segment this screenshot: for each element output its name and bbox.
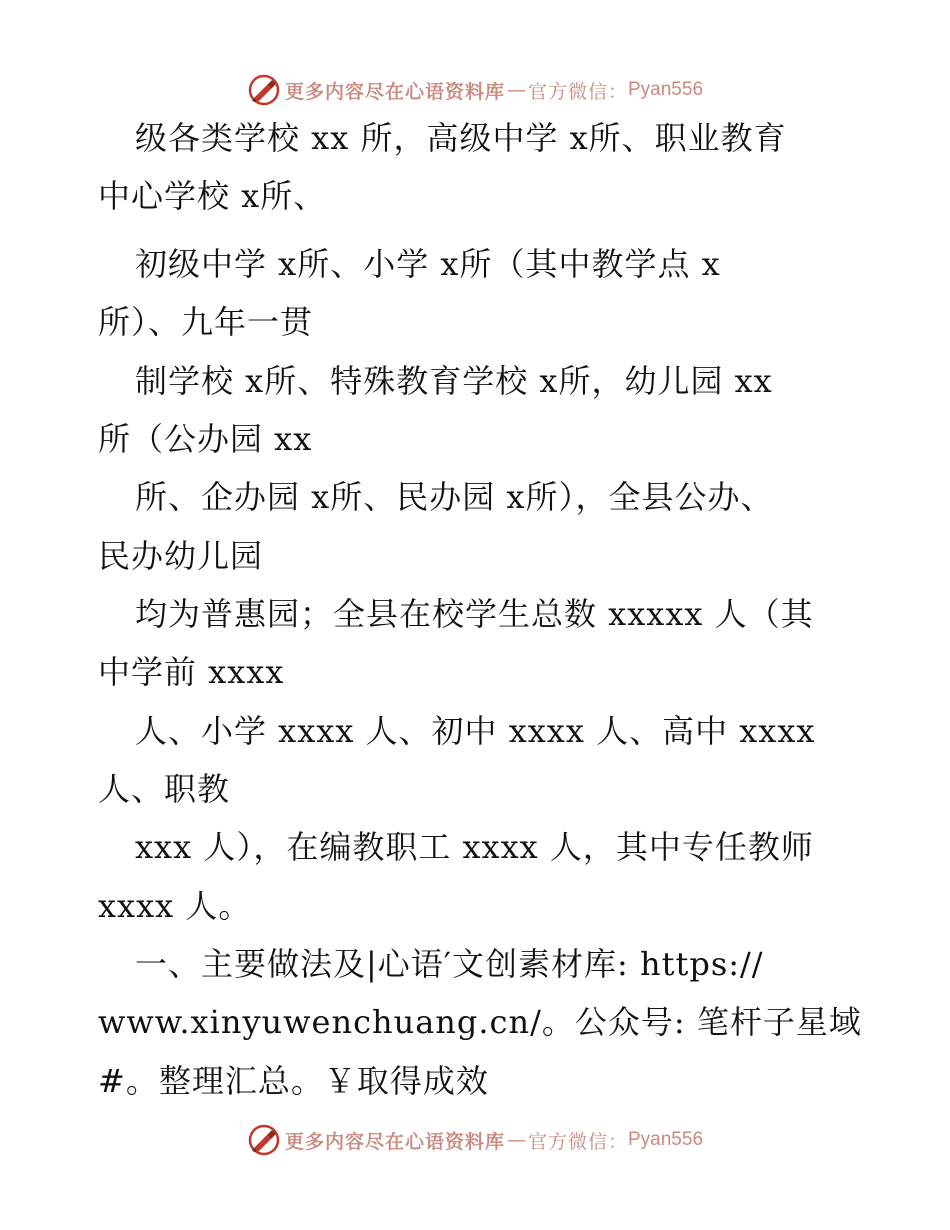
body-line: 人、小学 xxxx 人、初中 xxxx 人、高中 xxxx — [135, 712, 816, 750]
banner-wechat-label: 官方微信： — [527, 1130, 628, 1153]
red-pen-logo-icon — [247, 73, 281, 107]
body-line: 所（公办园 xx — [98, 420, 313, 458]
body-line: 初级中学 x所、小学 x所（其中教学点 x — [135, 245, 721, 283]
banner-wechat-id: Pyan556 — [628, 79, 704, 100]
body-line: www.xinyuwenchuang.cn/。公众号: 笔杆子星域 — [98, 1003, 862, 1041]
banner-wechat-label: 官方微信： — [527, 80, 628, 103]
body-line: 级各类学校 xx 所，高级中学 x所、职业教育 — [135, 119, 787, 157]
banner-dash: — — [506, 79, 526, 101]
body-line: 中心学校 x所、 — [98, 177, 327, 215]
body-line: 民办幼儿园 — [98, 537, 264, 575]
body-line: 所）、九年一贯 — [98, 303, 314, 341]
body-line: 一、主要做法及|心语′文创素材库: https:// — [135, 945, 764, 983]
banner-title: 更多内容尽在心语资料库 — [284, 80, 505, 103]
body-line: 中学前 xxxx — [98, 653, 285, 691]
body-line: 人、职教 — [98, 770, 231, 808]
banner-dash: — — [506, 1129, 526, 1151]
banner-wechat-id: Pyan556 — [628, 1129, 704, 1150]
header-banner — [0, 70, 950, 110]
red-pen-logo-icon — [247, 1123, 281, 1157]
banner-title: 更多内容尽在心语资料库 — [284, 1130, 505, 1153]
body-line: #。整理汇总。￥取得成效 — [98, 1062, 489, 1100]
body-line: xxxx 人。 — [98, 887, 252, 925]
body-line: 制学校 x所、特殊教育学校 x所，幼儿园 xx — [135, 362, 773, 400]
body-line: 均为普惠园；全县在校学生总数 xxxxx 人（其 — [135, 595, 814, 633]
body-line: 所、企办园 x所、民办园 x所），全县公办、 — [135, 478, 774, 516]
footer-banner — [0, 1120, 950, 1160]
body-line: xxx 人），在编教职工 xxxx 人，其中专任教师 — [135, 828, 814, 866]
